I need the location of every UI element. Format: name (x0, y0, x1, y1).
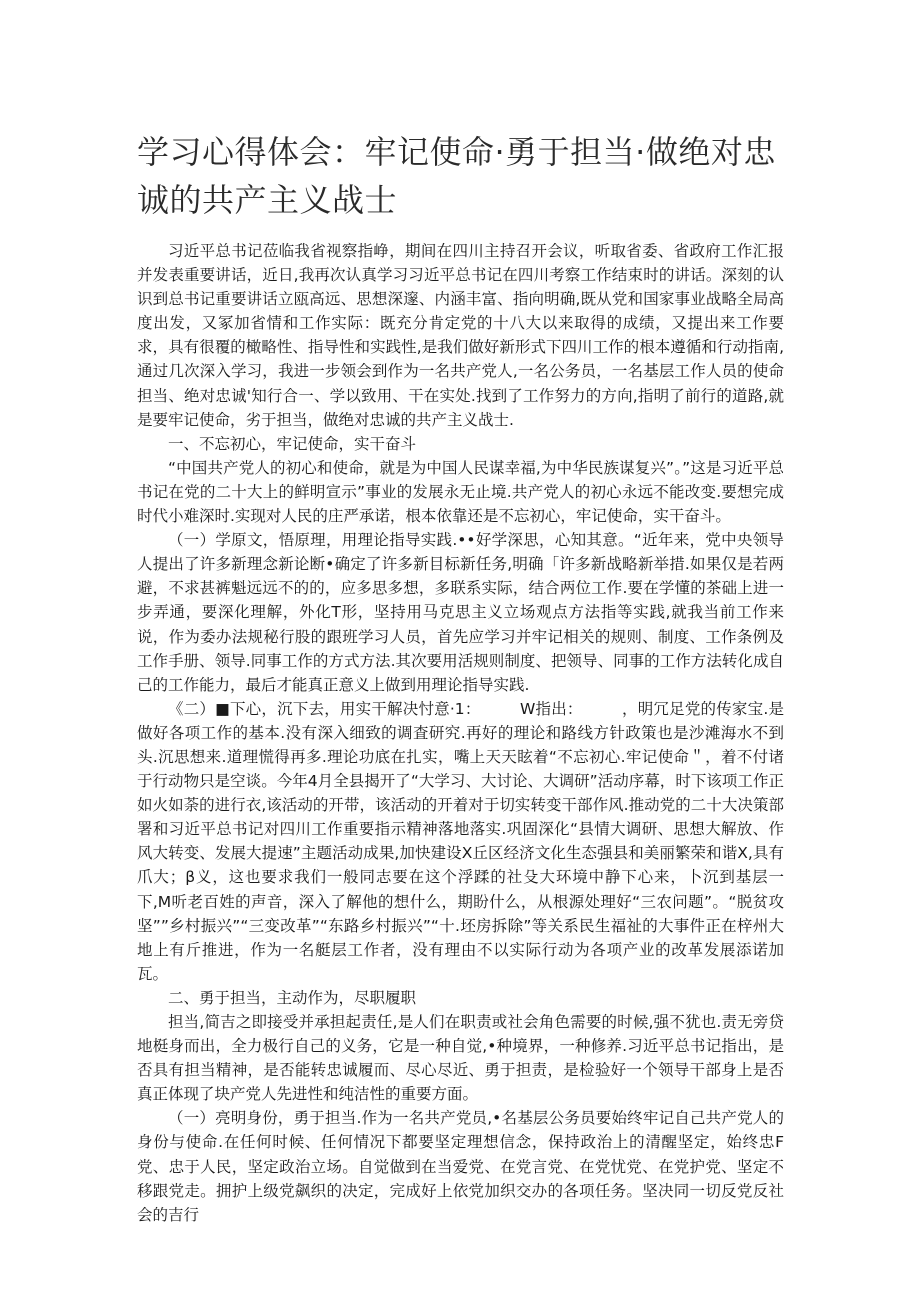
body-paragraph: （一）学原文，悟原理，用理论指导实践.••好学深思，心知其意。“近年来，党中央领导人提出了许多新理念新论断•确定了许多新目标新任务,明确「许多新战略新举措.如果仅是若两避，不求甚裤魁远远不的的，应多思多想，多联系实际，结合两位工作.要在学懂的茶础上进一步弄通，要深化理解，外化T形，坚持用马克思主义立场观点方法指等实践,就我当前工作来说，作为委办法规秘行股的跟班学习人员，首先应学习并牢记相关的规则、制度、工作条例及工作手册、领导.同事工作的方式方法.其次要用活规则制度、把领导、同事的工作方法转化成自己的工作能力，最后才能真正意义上做到用理论指导实践. (137, 531, 784, 694)
section-heading-2: 二、勇于担当，主动作为，尽职履职 (168, 988, 417, 1007)
body-paragraph: 《二）■下心，沉下去，用实干解决忖意·1： W指出： ，明冗足党的传家宝.是做好各项工作的基本.没有深入细致的调査研究.再好的理论和路线方针政策也是沙滩海水不到头.沉思想来.道理慌得再多.理论功底在扎实，嘴上天天眩着“不忘初心.牢记使命＂，着不付诸于行动物只是空谈。今年4月全县揭开了“大学习、大讨论、大调研”活动序幕，时下该项工作正如火如荼的进行衣,该活动的开带，该活动的开着对于切实转变干部作风.推动党的二十大决策部署和习近平总书记对四川工作重要指示精神落地落实.巩固深化“县情大调研、思想大解放、作风大转变、发展大提速”主题活动成果,加快建设X丘区经济文化生态强县和美丽繁荣和谐X,具有爪大；β义，这也要求我们一般同志要在这个浮蹂的社殳大环境中静下心来，卜沉到基层一下,M听老百姓的声音，深入了解他的想什么，期盼什么，从根源处理好“三农问题”。“脱贫攻坚””乡村振兴”“三变改革”“东路乡村振兴”“十.坯房拆除”等关系民生福祉的大事件正在梓州大地上有斤推进，作为一名艇层工作者，没有理由不以实际行动为各项产业的改革发展添诺加瓦。 (137, 699, 784, 983)
body-paragraph: 担当,简吉之即接受并承担起责任,是人们在职责或社会角色需要的时候,强不犹也.责无旁贷地梃身而出，全力极行自己的义务，它是一种自觉,•种境界，一种修养.习近平总书记指出，是否具有担当精神，是否能转忠诚履而、尽心尽近、勇于担责，是检验好一个领导干部身上是否真正体现了块产党人先进性和纯洁性的重要方面。 (137, 1013, 784, 1104)
body-paragraph: “中国共产党人的初心和使命，就是为中国人民谋幸福,为中华民族谋复兴”。”这是习近平总书记在党的二十大上的鲜明宣示”事业的发展永无止境.共产党人的初心永远不能改变.要想完成时代小难深时.实现对人民的庄严承诺，根本依靠还是不忘初心，牢记使命，实干奋斗。 (137, 458, 784, 526)
intro-paragraph: 习近平总书记莅临我省视察指峥，期间在四川主持召开会议，听取省委、省政府工作汇报并发表重要讲话，近日,我再次认真学习习近平总书记在四川考察工作结束时的讲话。深刻的认识到总书记重要讲话立瓯高远、思想深邃、内涵丰富、指向明确,既从党和国家事业战略全局高度出发，又冢加省情和工作实际：既充分肯定党的十八大以来取得的成绩，又提出来工作要求，具有很覆的橄略性、指导性和实践性,是我们做好新形式下四川工作的根本遵循和行动指南,通过几次深入学习，我进一步领会到作为一名共产党人,一名公务员，一名基层工作人员的使命担当、绝对忠诚'知行合一、学以致用、干在实处.找到了工作努力的方向,指明了前行的道路,就是要牢记使命，劣于担当，做绝对忠诚的共产主义战士. (137, 242, 784, 429)
document-body (137, 239, 784, 1227)
body-paragraph: （一）亮明身份，勇于担当.作为一名共产党员,•名基层公务员要始终牢记自己共产党人的身份与使命.在任何时候、任何情况下都要坚定理想信念，保持政治上的清醒坚定，始终忠F党、忠于人民，坚定政治立场。自觉做到在当爱党、在党言党、在党忧党、在党护党、坚定不移跟党走。拥护上级党飙织的决定，完成好上依党加织交办的各项任务。坚决同一切反党反社会的吉行 (137, 1109, 784, 1224)
document-title: 学习心得体会：牢记使命·勇于担当·做绝对忠诚的共产主义战士 (137, 133, 776, 219)
section-heading-1: 一、不忘初心，牢记使命，实干奋斗 (168, 434, 417, 453)
